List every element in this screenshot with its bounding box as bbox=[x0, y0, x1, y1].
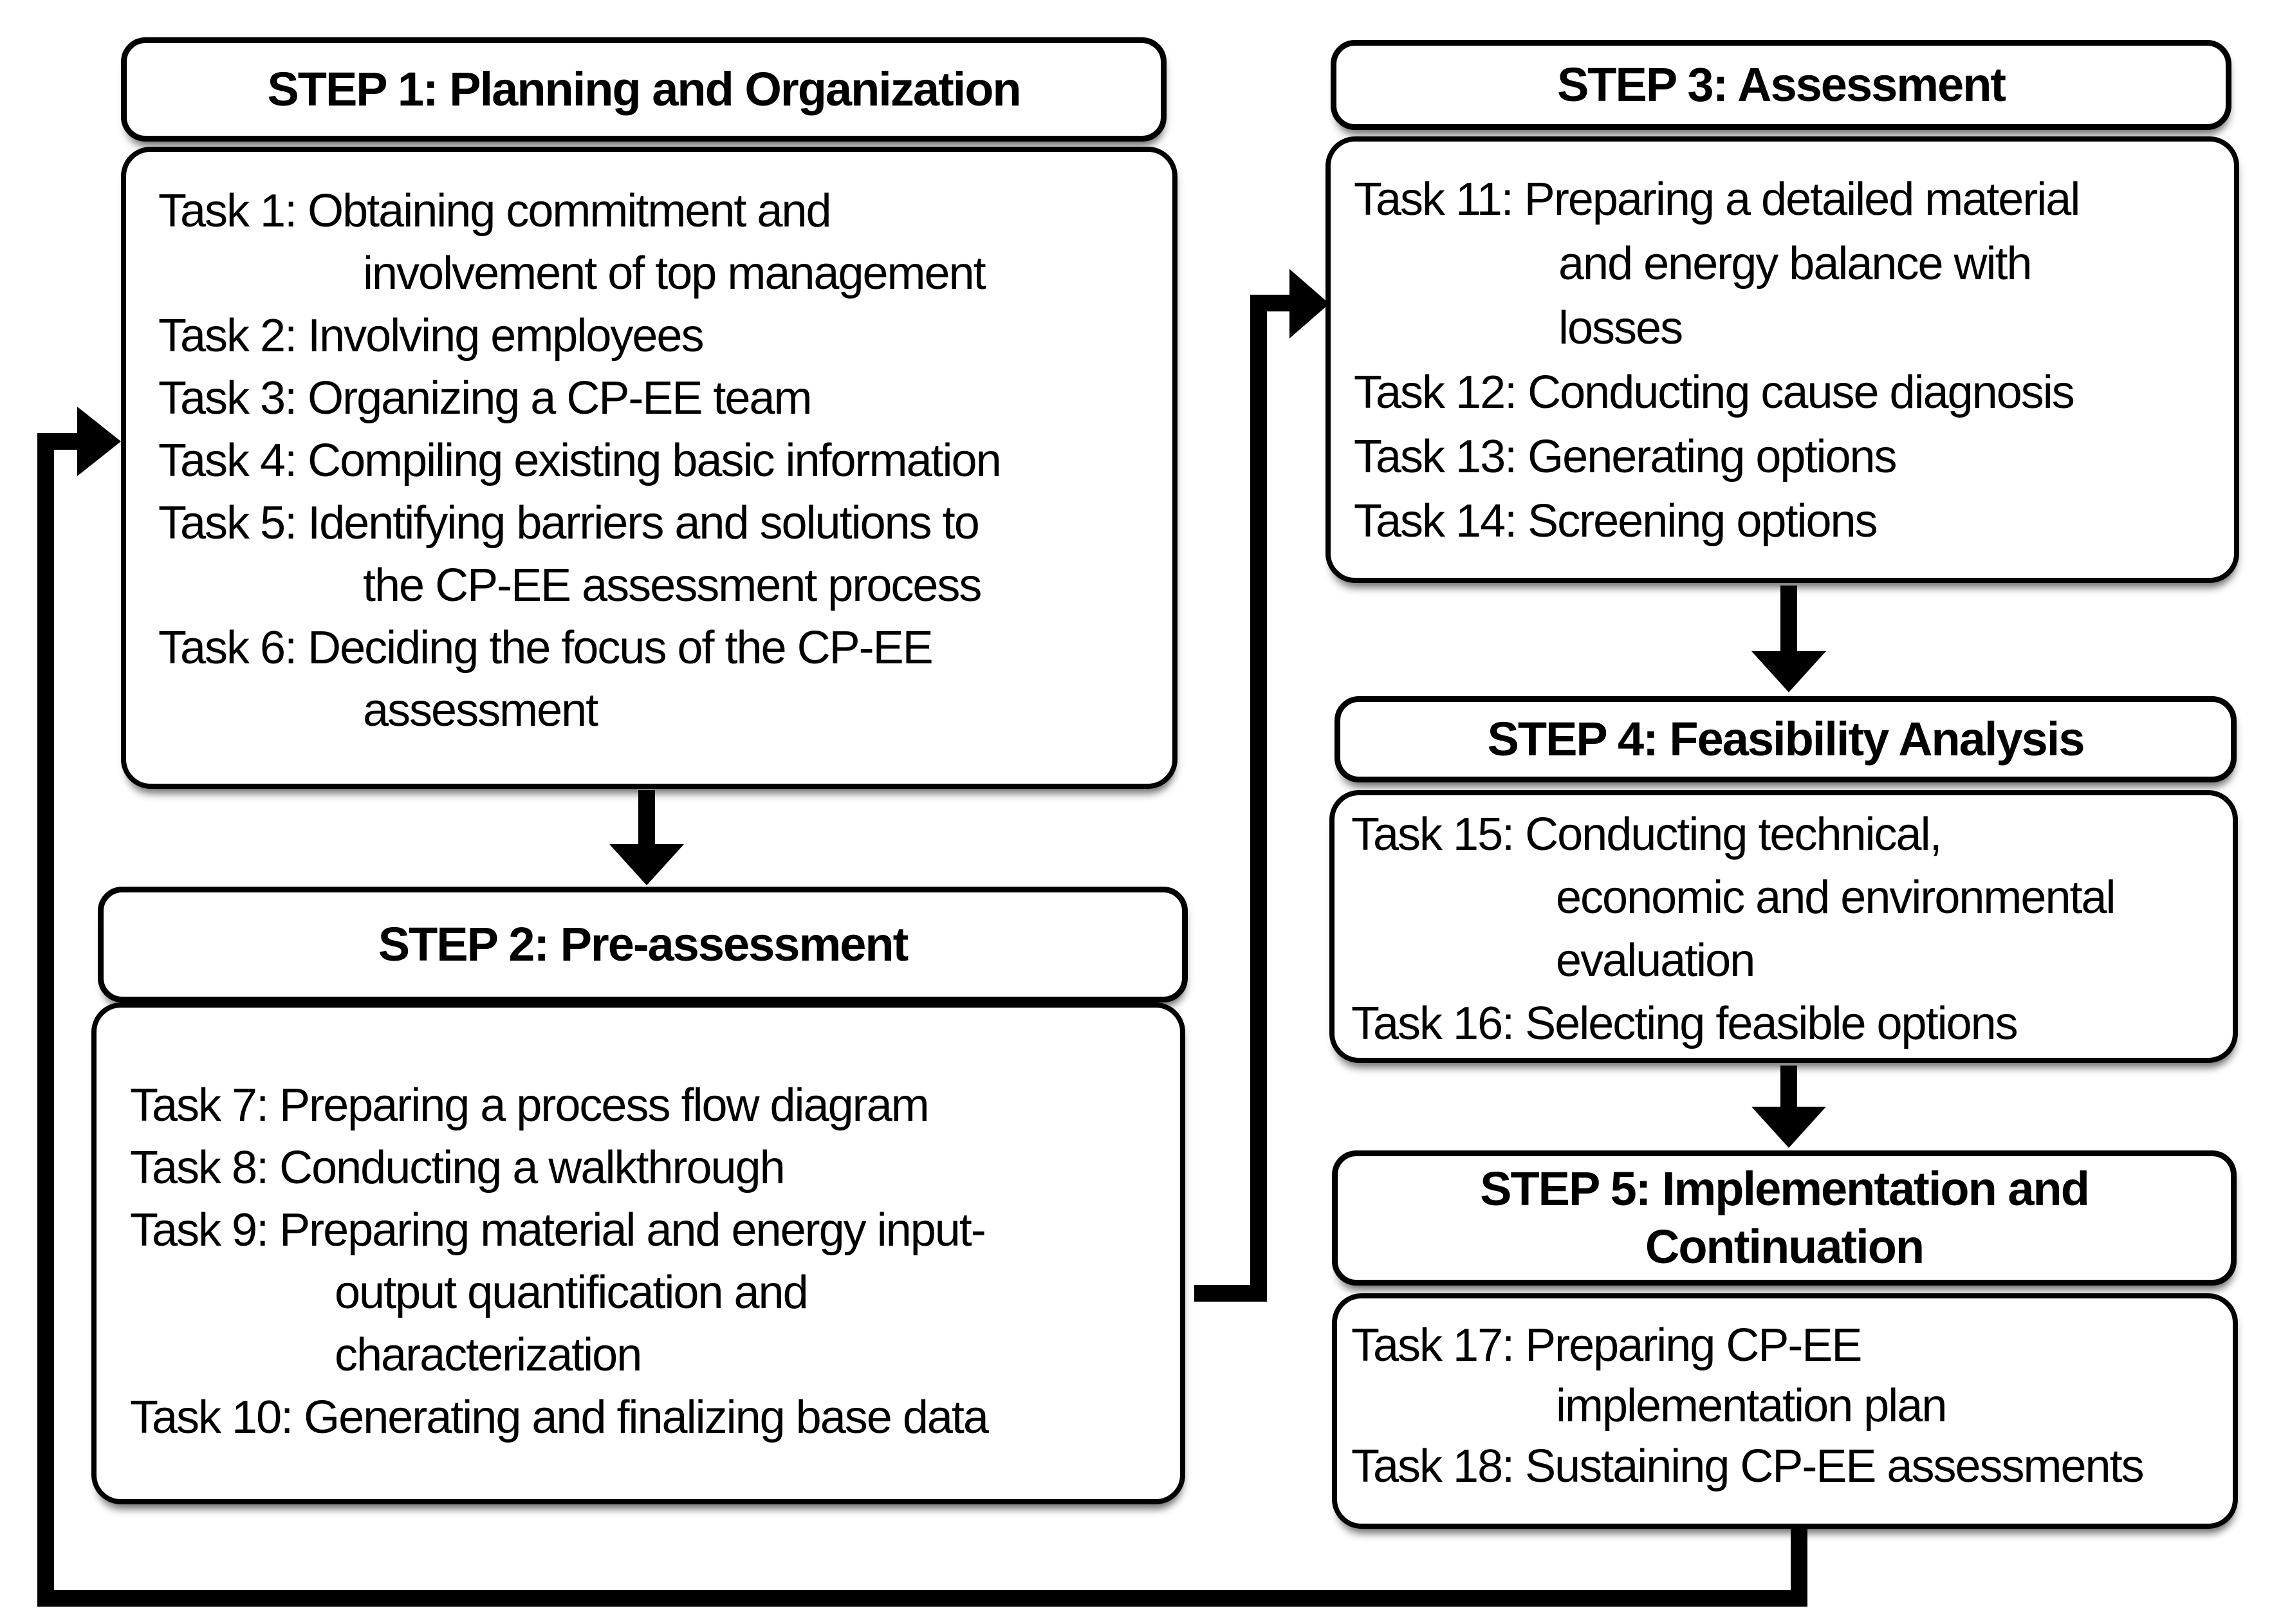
task-6-line-1: Task 6: Deciding the focus of the CP-EE bbox=[158, 622, 932, 674]
step1-title-text: STEP 1: Planning and Organization bbox=[267, 62, 1021, 116]
task-18-line-1: Task 18: Sustaining CP-EE assessments bbox=[1351, 1441, 2143, 1492]
task-11-line-3: losses bbox=[1558, 302, 1683, 354]
task-9 bbox=[130, 1199, 1167, 1387]
task-15-line-1: Task 15: Conducting technical, bbox=[1351, 809, 1941, 860]
task-7 bbox=[130, 1075, 1167, 1137]
arrow-down-icon bbox=[1751, 651, 1826, 692]
task-6-line-2: assessment bbox=[363, 685, 598, 736]
task-8-line-1: Task 8: Conducting a walkthrough bbox=[130, 1142, 784, 1194]
task-5-line-2: the CP-EE assessment process bbox=[363, 560, 981, 611]
arrow-step1-to-step2 bbox=[609, 790, 684, 885]
task-1-line-1: Task 1: Obtaining commitment and bbox=[158, 185, 831, 237]
step4-title-text: STEP 4: Feasibility Analysis bbox=[1487, 712, 2084, 766]
task-17 bbox=[1351, 1315, 2222, 1436]
task-15 bbox=[1351, 803, 2222, 992]
task-9-line-1: Task 9: Preparing material and energy input- bbox=[130, 1204, 985, 1256]
task-10 bbox=[130, 1387, 1167, 1449]
arrow-step4-to-step5 bbox=[1751, 1066, 1826, 1148]
step5-title-text: STEP 5: Implementation and Continuation bbox=[1480, 1162, 2089, 1273]
step5-task-list bbox=[1351, 1315, 2222, 1497]
step4-header bbox=[1335, 696, 2237, 782]
arrow-down-icon bbox=[609, 844, 684, 885]
task-5-line-1: Task 5: Identifying barriers and solutions to bbox=[158, 497, 979, 549]
arrow-down-icon bbox=[1751, 1107, 1826, 1148]
task-18 bbox=[1351, 1436, 2222, 1497]
connector-elbow-line bbox=[1194, 303, 1289, 1293]
task-13 bbox=[1354, 425, 2224, 489]
task-3 bbox=[158, 367, 1159, 430]
task-1-line-2: involvement of top management bbox=[363, 248, 985, 299]
task-14 bbox=[1354, 489, 2224, 553]
step1-body bbox=[121, 147, 1178, 789]
step3-task-list bbox=[1354, 167, 2224, 553]
task-13-line-1: Task 13: Generating options bbox=[1354, 431, 1896, 483]
task-5 bbox=[158, 492, 1159, 617]
task-11-line-1: Task 11: Preparing a detailed material bbox=[1354, 174, 2080, 225]
step1-header bbox=[121, 37, 1167, 142]
arrow-step3-to-step4 bbox=[1751, 586, 1826, 692]
step4-task-list bbox=[1351, 803, 2222, 1055]
task-12 bbox=[1354, 360, 2224, 425]
step3-body bbox=[1325, 136, 2239, 583]
task-1 bbox=[158, 180, 1159, 305]
task-15-line-2: economic and environmental bbox=[1556, 872, 2115, 923]
task-15-line-3: evaluation bbox=[1556, 935, 1755, 986]
connector-step2-to-step3 bbox=[1194, 269, 1329, 1293]
task-11 bbox=[1354, 167, 2224, 360]
task-7-line-1: Task 7: Preparing a process flow diagram bbox=[130, 1080, 928, 1131]
task-17-line-1: Task 17: Preparing CP-EE bbox=[1351, 1320, 1861, 1371]
task-8 bbox=[130, 1137, 1167, 1199]
task-11-line-2: and energy balance with bbox=[1558, 238, 2031, 290]
task-10-line-1: Task 10: Generating and finalizing base data bbox=[130, 1392, 988, 1443]
task-4-line-1: Task 4: Compiling existing basic information bbox=[158, 435, 1001, 486]
arrow-right-icon bbox=[77, 407, 121, 476]
arrow-right-icon bbox=[1289, 269, 1329, 338]
task-17-line-2: implementation plan bbox=[1556, 1380, 1946, 1432]
step5-header bbox=[1332, 1150, 2237, 1286]
task-16-line-1: Task 16: Selecting feasible options bbox=[1351, 998, 2017, 1049]
step3-title-text: STEP 3: Assessment bbox=[1556, 58, 2006, 111]
step4-body bbox=[1329, 790, 2238, 1063]
step2-title-text: STEP 2: Pre-assessment bbox=[378, 918, 908, 971]
task-2-line-1: Task 2: Involving employees bbox=[158, 310, 703, 362]
task-2 bbox=[158, 305, 1159, 367]
task-3-line-1: Task 3: Organizing a CP-EE team bbox=[158, 373, 811, 424]
task-14-line-1: Task 14: Screening options bbox=[1354, 495, 1877, 547]
task-12-line-1: Task 12: Conducting cause diagnosis bbox=[1354, 367, 2074, 418]
step1-task-list bbox=[158, 180, 1159, 742]
task-16 bbox=[1351, 992, 2222, 1055]
task-4 bbox=[158, 430, 1159, 492]
step2-header bbox=[98, 887, 1188, 1002]
step2-task-list bbox=[130, 1075, 1167, 1449]
task-6 bbox=[158, 617, 1159, 742]
step2-body bbox=[91, 1002, 1185, 1504]
task-9-line-2: output quantification and bbox=[335, 1267, 808, 1318]
step5-body bbox=[1332, 1293, 2238, 1529]
task-9-line-3: characterization bbox=[335, 1329, 642, 1381]
step3-header bbox=[1331, 40, 2231, 130]
